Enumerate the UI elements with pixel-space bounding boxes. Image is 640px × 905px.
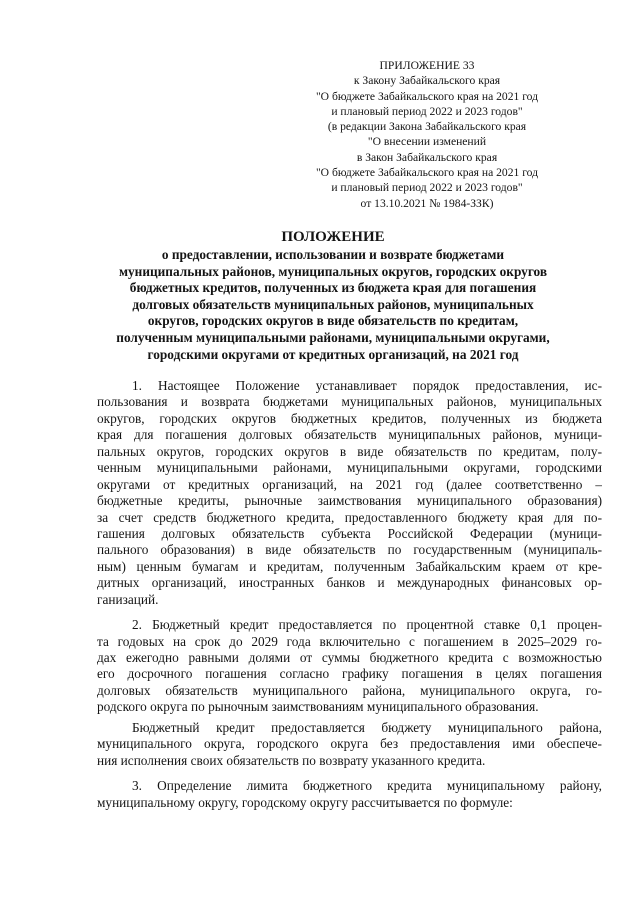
text-line: долговых обязательств муниципального района, муниципального округа, го- <box>97 682 602 698</box>
text-line: 1. Настоящее Положение устанавливает порядок предоставления, ис- <box>132 378 602 393</box>
page-title: ПОЛОЖЕНИЕ <box>281 229 385 245</box>
text-line: 3. Определение лимита бюджетного кредита муниципальному району, <box>132 778 602 794</box>
text-line: округами от кредитных организаций, на 2021 год (далее соответственно – <box>97 476 602 492</box>
text-line: пального образования) в виде обязательств по государственным (муниципаль- <box>97 542 602 558</box>
text-line: та годовых на срок до 2029 года включительно с погашением в 2025–2029 го- <box>97 633 602 649</box>
paragraph-2-continued <box>97 720 602 769</box>
paragraph-1 <box>97 378 602 608</box>
text-line: Бюджетный кредит предоставляется бюджету муниципального района, <box>132 719 602 735</box>
appendix-line: "О бюджете Забайкальского края на 2021 год <box>315 166 539 180</box>
document-title <box>80 228 586 363</box>
text-line: пальных округов, городских округов в виде обязательств по кредитам, полу- <box>97 443 602 459</box>
text-line: за счет средств бюджетного кредита, предоставленного бюджету края для по- <box>97 509 602 525</box>
appendix-line: "О бюджете Забайкальского края на 2021 год <box>315 89 539 103</box>
text-line: 2. Бюджетный кредит предоставляется по процентной ставке 0,1 процен- <box>132 617 602 633</box>
appendix-line: в Закон Забайкальского края <box>356 150 498 164</box>
appendix-line: (в редакции Закона Забайкальского края <box>327 120 527 134</box>
subtitle-line: округов, городских округов в виде обязательств по кредитам, <box>147 313 519 329</box>
appendix-line: "О внесении изменений <box>367 135 487 149</box>
text-line: ным) ценным бумагам и кредитам, полученным Забайкальским краем от кре- <box>97 558 602 574</box>
document-subtitle <box>80 247 586 363</box>
subtitle-line: бюджетных кредитов, полученных из бюджета края для погашения <box>129 280 537 296</box>
text-line: ченным муниципальными районами, муниципальными округами, городскими <box>97 460 602 476</box>
appendix-line: и плановый период 2022 и 2023 годов" <box>331 181 523 195</box>
text-line: дах ежегодно равными долями от суммы бюджетного кредита с возможностью <box>97 650 602 665</box>
text-line: бюджетные кредиты, рыночные заимствования муниципального образования) <box>97 493 602 509</box>
subtitle-line: полученным муниципальными районами, муниципальными округами, <box>116 329 550 345</box>
document-body <box>97 378 602 811</box>
text-line: ганизаций. <box>97 591 159 607</box>
text-line: его досрочного погашения согласно графику погашения в целях погашения <box>97 666 602 682</box>
text-line: округов, городских округов бюджетных кредитов, полученных из бюджета <box>97 410 602 426</box>
text-line: края для погашения долговых обязательств муниципальных районов, муници- <box>97 427 602 443</box>
subtitle-line: долговых обязательств муниципальных районов, муниципальных <box>132 296 534 312</box>
appendix-line: к Закону Забайкальского края <box>353 74 501 88</box>
text-line: пользования и возврата бюджетами муниципальных районов, муниципальных <box>97 394 602 410</box>
text-line: гашения долговых обязательств субъекта Российской Федерации (муници- <box>97 525 602 541</box>
paragraph-3 <box>97 778 602 811</box>
text-line: родского округа по рыночным заимствованиям муниципального образования. <box>97 699 539 715</box>
subtitle-line: городскими округами от кредитных организаций, на 2021 год <box>147 346 519 362</box>
subtitle-line: муниципальных районов, муниципальных округов, городских округов <box>118 263 548 279</box>
text-line: ния исполнения своих обязательств по возврату указанного кредита. <box>97 752 486 768</box>
appendix-line: и плановый период 2022 и 2023 годов" <box>331 104 523 118</box>
appendix-line: от 13.10.2021 № 1984-ЗЗК) <box>360 196 494 210</box>
text-line: дитных организаций, иностранных банков и международных финансовых ор- <box>97 575 602 591</box>
appendix-title: ПРИЛОЖЕНИЕ 33 <box>379 59 475 72</box>
text-line: муниципального округа, городского округа без предоставления ими обеспече- <box>97 736 602 752</box>
paragraph-2 <box>97 617 602 716</box>
text-line: муниципальному округу, городскому округу рассчитывается по формуле: <box>97 794 513 810</box>
appendix-header <box>262 58 592 211</box>
subtitle-line: о предоставлении, использовании и возврате бюджетами <box>161 247 505 262</box>
